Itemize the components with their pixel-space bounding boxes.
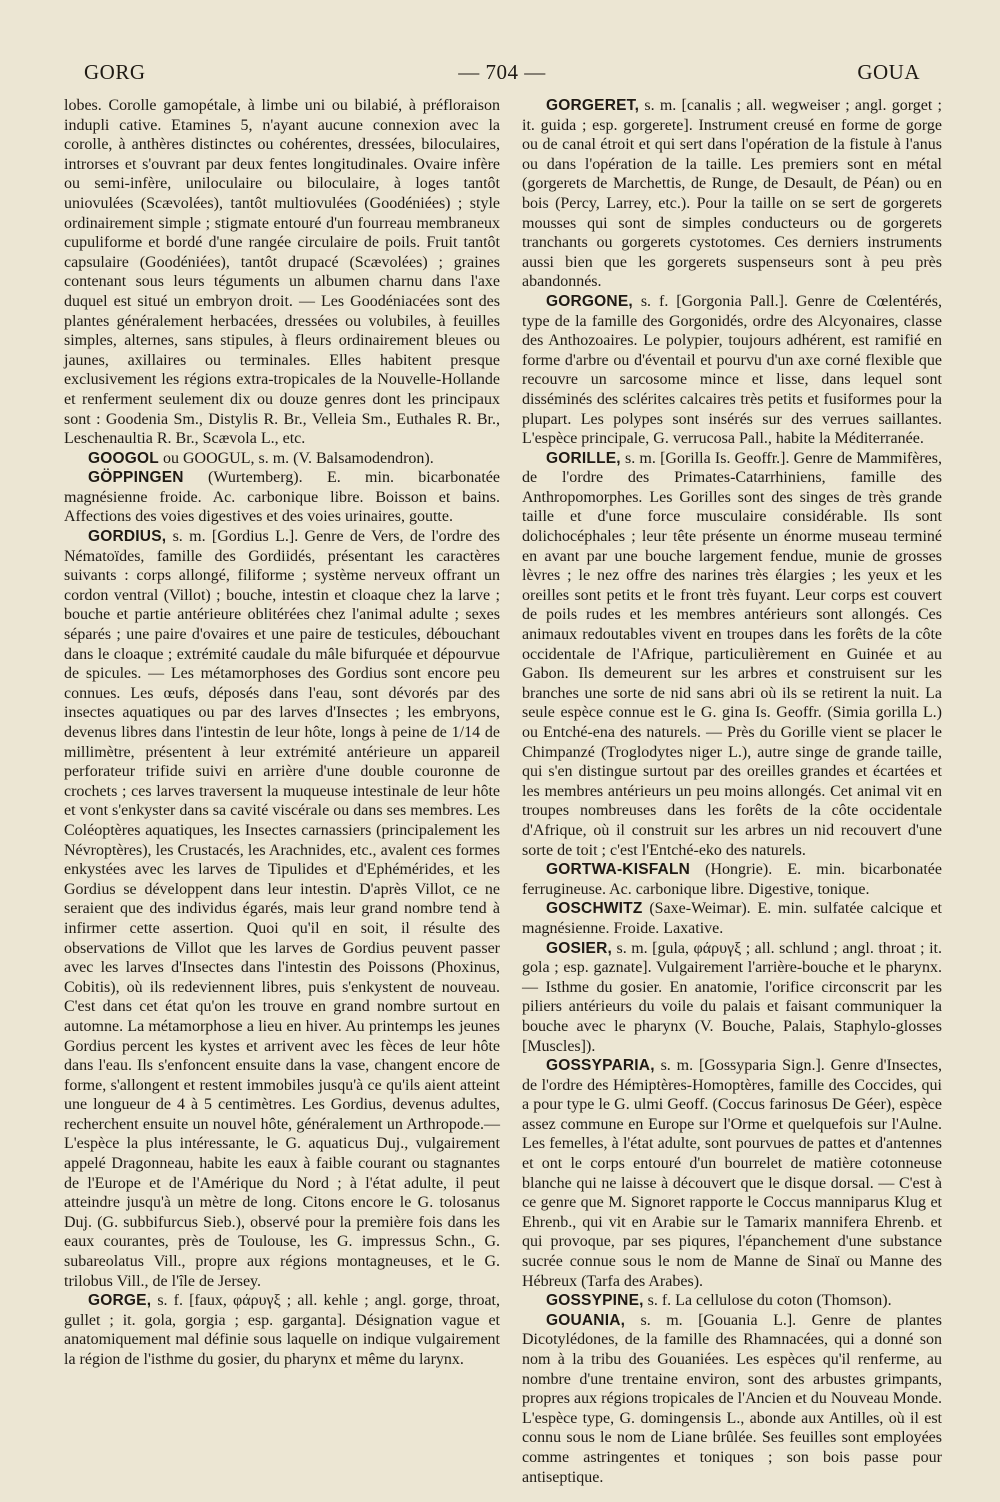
entry-body: s. m. [Gorilla Is. Geoffr.]. Genre de Mammifères, de l'ordre des Primates-Catarrhiniens, famille des Anthropomorphes. Les Gorilles sont des singes de très grande taille et d'une force musculaire considérable. Ils sont dolichocéphales ; leur tête présente un énorme museau terminé en avant par une bouche largement fendue, munie de grosses lèvres ; le nez offre des narines très élargies ; les yeux et les oreilles sont petits et le front très fuyant. Leur corps est couvert de poils rudes et les membres antérieurs sont allongés. Ces animaux redoutables vivent en troupes dans les forêts de la côte occidentale de l'Afrique, particulièrement en Guinée et au Gabon. Ils demeurent sur les arbres et construisent sur les branches une sorte de nid sans abri où ils se retirent la nuit. La seule espèce connue est le G. gina Is. Geoffr. (Simia gorilla L.) ou Entché-ena des naturels. — Près du Gorille vient se placer le Chimpanzé (Troglodytes niger L.), autre singe de grande taille, qui s'en distingue surtout par des oreilles grandes et écartées et les membres antérieurs un peu moins allongés. Cet animal vit en troupes nombreuses dans les forêts de la côte occidentale d'Afrique, où il construit sur les arbres un nid recouvert d'une sorte de toit ; c'est l'Entché-eko des naturels.: [522, 449, 942, 859]
dictionary-entry: [522, 1291, 942, 1311]
page-number: — 704 —: [458, 60, 546, 84]
entry-body: (Wurtemberg). E. min. bicarbonatée magnésienne froide. Ac. carbonique libre. Boisson et bains. Affections des voies digestives et des voies urinaires, goutte.: [64, 469, 500, 526]
dictionary-entry: [64, 527, 500, 1291]
left-column: [64, 96, 500, 1436]
entry-headword: GOSSYPARIA,: [546, 1057, 655, 1075]
entry-body: s. m. [gula, φάρυγξ ; all. schlund ; angl. throat ; it. gola ; esp. gaznate]. Vulgairement l'arrière-bouche et le pharynx. — Isthme du gosier. En anatomie, l'orifice circonscrit par les piliers antérieurs du voile du palais et faisant communiquer la bouche avec le pharynx (V. Bouche, Palais, Staphylo-glosses [Muscles]).: [522, 939, 942, 1055]
entry-headword: GORILLE,: [546, 449, 621, 467]
entry-headword: GOSIER,: [546, 939, 612, 957]
dictionary-entry: [64, 1291, 500, 1369]
dictionary-entry: [522, 1056, 942, 1291]
continued-text: [64, 96, 500, 449]
entry-body: s. m. [Gordius L.]. Genre de Vers, de l'ordre des Nématoïdes, famille des Gordiidés, présentant les caractères suivants : corps allongé, filiforme ; système nerveux offrant un cordon ventral (Villot) ; bouche, intestin et cloaque chez la larve ; bouche et partie antérieure oblitérées chez l'animal adulte ; sexes séparés ; une paire d'ovaires et une paire de testicules, débouchant dans le cloaque ; extrémité caudale du mâle bifurquée et dépourvue de spicules. — Les métamorphoses des Gordius sont encore peu connues. Les œufs, déposés dans l'eau, sont dévorés par des insectes aquatiques ou par des larves d'Insectes ; les embryons, devenus libres dans l'intestin de leur hôte, longs à peine de 1/14 de millimètre, présentent à leur extrémité antérieure un appareil perforateur trifide suivi en arrière d'une double couronne de crochets ; ces larves traversent la muqueuse intestinale de leur hôte et vont s'enkyster dans sa cavité viscérale ou dans ses membres. Les Coléoptères aquatiques, les Insectes carnassiers (principalement les Névroptères), les Crustacés, les Arachnides, etc., avalent ces formes enkystées avec les larves de Tipulides et d'Ephémérides, et les Gordius se développent dans leur intestin. D'après Villot, ce ne seraient que des individus égarés, mais leur grand nombre tend à infirmer cette assertion. Quoi qu'il en soit, il résulte des observations de Villot que les larves de Gordius peuvent passer avec les larves d'Insectes dans l'intestin des Poissons (Phoxinus, Cobitis), où ils redeviennent libres, puis s'enkystent de nouveau. C'est dans cet état qu'on les trouve en grand nombre surtout en automne. La métamorphose a lieu en hiver. Au printemps les jeunes Gordius percent les kystes et arrivent avec les fèces de leur hôte dans l'eau. Ils s'enfoncent ensuite dans la vase, changent encore de forme, s'allongent et restent immobiles jusqu'à ce qu'ils aient atteint une longueur de 4 à 5 centimètres. Les Gordius, devenus adultes, recherchent ensuite un nouvel hôte, généralement un Arthropode.— L'espèce la plus intéressante, le G. aquaticus Duj., vulgairement appelé Dragonneau, habite les eaux à faible courant ou stagnantes de l'Europe et de l'Amérique du Nord ; à l'état adulte, il peut atteindre jusqu'à un mètre de long. Citons encore le G. tolosanus Duj. (G. subbifurcus Sieb.), observé pour la première fois dans les eaux courantes, près de Toulouse, les G. impressus Schn., G. subareolatus Vill., propre aux régions montagneuses, et le G. trilobus Vill., de l'île de Jersey.: [64, 528, 500, 1290]
entry-body: s. m. [Gossyparia Sign.]. Genre d'Insectes, de l'ordre des Hémiptères-Homoptères, famille des Coccides, qui a pour type le G. ulmi Geoff. (Coccus farinosus De Géer), espèce assez commune en Europe sur l'Orme et quelquefois sur l'Aulne. Les femelles, à l'état adulte, sont pourvues de pattes et d'antennes et ont le corps entouré d'un bourrelet de matière cotonneuse blanche qui ne laisse à découvert que le disque dorsal. — C'est à ce genre que M. Signoret rapporte le Coccus manniparus Klug et Ehrenb., qui vit en Arabie sur le Tamarix mannifera Ehrenb. et qui provoque, par ses piqures, l'épanchement d'une substance sucrée connue sous le nom de Manne de Sinaï ou Manne des Hébreux (Tarfa des Arabes).: [522, 1057, 942, 1290]
entry-body: ou GOOGUL, s. m. (V. Balsamodendron).: [158, 449, 434, 467]
running-header: [84, 60, 920, 88]
entry-body: s. m. [canalis ; all. wegweiser ; angl. gorget ; it. guida ; esp. gorgerete]. Instrument creusé en forme de gorge ou de canal étroit et qui sert dans l'opération de la fistule à l'anus ou dans l'opération de la taille. Les premiers sont en métal (gorgerets de Marchettis, de Runge, de Desault, de Péan) ou en bois (Percy, Larrey, etc.). Pour la taille on se sert de gorgerets mousses qui sont de simples conducteurs ou de gorgerets tranchants ou gorgerets cystotomes. Ces derniers instruments aussi bien que les gorgerets suspenseurs sont à peu près abandonnés.: [522, 97, 942, 291]
entry-headword: GOUANIA,: [546, 1311, 626, 1329]
entry-headword: GORGE,: [88, 1292, 152, 1310]
entry-headword: GOOGOL: [88, 449, 159, 467]
entry-headword: GOSCHWITZ: [546, 900, 643, 918]
entry-body: s. f. [faux, φάρυγξ ; all. kehle ; angl. gorge, throat, gullet ; it. gola, gorgia ; esp. garganta]. Désignation vague et anatomiquement mal définie sous laquelle on indique vulgairement la région de l'isthme du gosier, du pharynx et même du larynx.: [64, 1292, 500, 1368]
entry-headword: GORGERET,: [546, 97, 640, 114]
entry-body: (Hongrie). E. min. bicarbonatée ferrugineuse. Ac. carbonique libre. Digestive, tonique.: [522, 861, 942, 898]
entry-body: lobes. Corolle gamopétale, à limbe uni ou bilabié, à préfloraison indupli cative. Etamines 5, n'ayant aucune connexion avec la corolle, à anthères distinctes ou cohérentes, dressées, biloculaires, introrses et s'ouvrant par deux fentes longitudinales. Ovaire infère ou semi-infère, uniloculaire ou biloculaire, à loges tantôt uniovulées (Scævolées), tantôt multiovulées (Goodéniées) ; style ordinairement simple ; stigmate entouré d'un fourreau membraneux cupuliforme et bordé d'une rangée circulaire de poils. Fruit tantôt capsulaire (Goodéniées), tantôt drupacé (Scævolées) ; graines contenant sous leurs téguments un albumen charnu dans l'axe duquel est situé un embryon droit. — Les Goodéniacées sont des plantes généralement herbacées, dressées ou volubiles, à feuilles simples, alternes, sans stipules, à fleurs ordinairement bleues ou jaunes, axillaires ou terminales. Elles habitent presque exclusivement les régions extra-tropicales de la Nouvelle-Hollande et renferment seulement dix ou douze genres dont les principaux sont : Goodenia Sm., Distylis R. Br., Velleia Sm., Euthales R. Br., Leschenaultia R. Br., Scævola L., etc.: [64, 97, 500, 448]
dictionary-entry: [64, 468, 500, 527]
entry-body: (Saxe-Weimar). E. min. sulfatée calcique et magnésienne. Froide. Laxative.: [522, 900, 942, 937]
header-left-guideword: GORG: [84, 60, 146, 84]
header-right-guideword: GOUA: [857, 60, 920, 84]
entry-headword: GORDIUS,: [88, 528, 167, 546]
entry-body: s. f. La cellulose du coton (Thomson).: [643, 1292, 892, 1310]
entry-headword: GÖPPINGEN: [88, 469, 184, 487]
dictionary-entry: [522, 860, 942, 899]
dictionary-entry: [522, 449, 942, 860]
entry-headword: GORTWA-KISFALN: [546, 861, 691, 879]
entry-headword: GORGONE,: [546, 292, 633, 310]
entry-body: s. f. [Gorgonia Pall.]. Genre de Cœlentérés, type de la famille des Gorgonidés, ordre des Alcyonaires, classe des Anthozoaires. Le polypier, toujours adhérent, est ramifié en forme d'arbre ou d'éventail et pourvu d'un axe corné flexible que recouvre un sarcosome mince et lisse, dans lequel sont disséminés des sclérites calcaires très petits et fusiformes pour la plupart. Les polypes sont insérés sur des verrues saillantes. L'espèce principale, G. verrucosa Pall., habite la Méditerranée.: [522, 292, 942, 448]
dictionary-entry: [522, 1311, 942, 1487]
right-column: [522, 96, 942, 1486]
entry-body: s. m. [Gouania L.]. Genre de plantes Dicotylédones, de la famille des Rhamnacées, qui a donné son nom à la tribu des Gouaniées. Les espèces qu'il renferme, au nombre d'une trentaine environ, sont des arbustes grimpants, propres aux régions tropicales de l'Ancien et du Nouveau Monde. L'espèce type, G. domingensis L., abonde aux Antilles, où il est connu sous le nom de Liane brûlée. Ses feuilles sont employées comme astringentes et toniques ; son bois passe pour antiseptique.: [522, 1311, 942, 1486]
dictionary-entry: [64, 449, 500, 469]
dictionary-entry: [522, 292, 942, 449]
dictionary-entry: [522, 96, 942, 292]
entry-headword: GOSSYPINE,: [546, 1292, 644, 1310]
dictionary-entry: [522, 899, 942, 938]
dictionary-entry: [522, 939, 942, 1057]
